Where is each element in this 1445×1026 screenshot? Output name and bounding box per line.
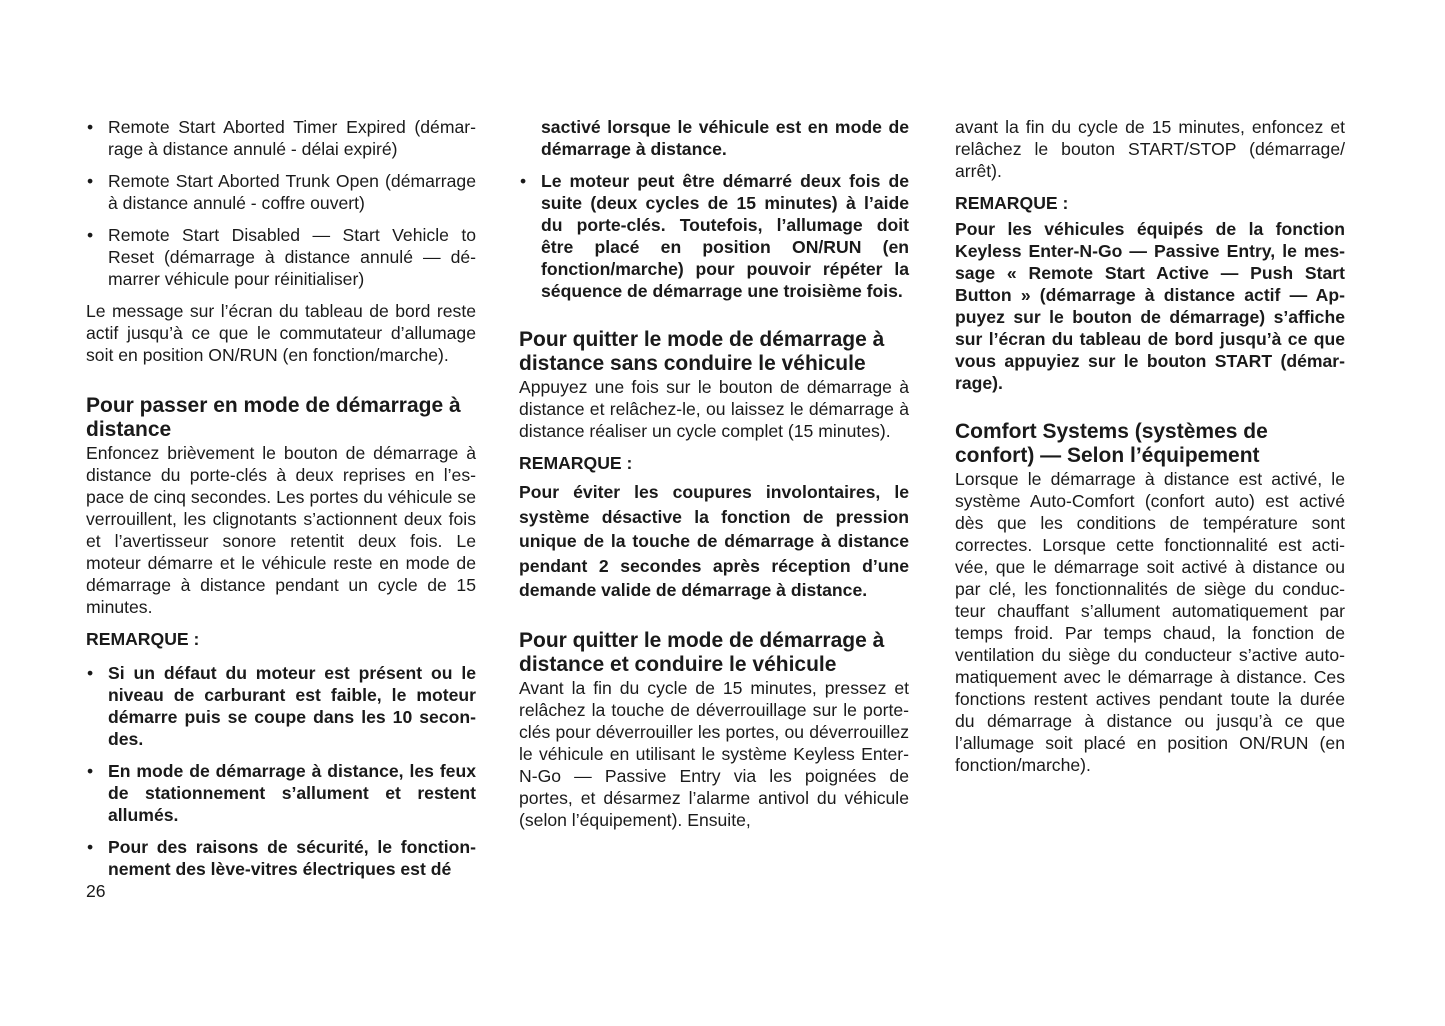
list-item: • En mode de démarrage à distance, les feux de stationnement s’allument et restent allumés. [86, 760, 476, 826]
list-item: • Remote Start Disabled — Start Vehicle to Reset (démarrage à distance annulé — démarrer véhicule pour réinitialiser) [86, 224, 476, 290]
list-item: • Si un défaut du moteur est présent ou le niveau de carburant est faible, le moteur démarre puis se coupe dans les 10 secondes. [86, 662, 476, 750]
note-label: REMARQUE : [86, 629, 200, 649]
list-item: • Le moteur peut être démarré deux fois de suite (deux cycles de 15 minutes) à l’aide du porte-clés. Toutefois, l’allumage doit être placé en position ON/RUN (en fonction/marche) pour pouvoir répéter la séquence de démarrage une troisième fois. [519, 170, 909, 302]
section-heading: Pour quitter le mode de démarrage à distance et conduire le véhicule [519, 628, 885, 676]
page-number: 26 [86, 881, 106, 901]
note-label: REMARQUE : [955, 193, 1069, 213]
section-heading: Comfort Systems (systèmes de confort) — Selon l’équipement [955, 420, 1268, 467]
message-list [86, 116, 476, 290]
section-heading: Pour quitter le mode de démarrage à distance sans conduire le véhicule [519, 328, 885, 375]
note-continuation: sactivé lorsque le véhicule est en mode de démarrage à distance. [541, 117, 909, 159]
body-paragraph: Le message sur l’écran du tableau de bord reste actif jusqu’à ce que le commutateur d’allumage soit en position ON/RUN (en fonction/marche). [86, 301, 476, 365]
body-paragraph: avant la fin du cycle de 15 minutes, enfoncez et relâchez le bouton START/STOP (démarrage/ arrêt). [955, 117, 1345, 181]
body-paragraph: Avant la fin du cycle de 15 minutes, pressez et relâchez la touche de déverrouillage sur le porte-clés pour déverrouiller les portes, ou déverrouillez le véhicule en utilisant le système Keyless Enter-N-Go — Passive Entry via les poignées de portes, et désarmez l’alarme antivol du véhicule (selon l’équipement). Ensuite, [519, 677, 909, 830]
column-1 [86, 116, 476, 880]
note-list [86, 662, 476, 880]
list-item: • Remote Start Aborted Timer Expired (démarrage à distance annulé - délai expiré) [86, 116, 476, 160]
list-item: • Remote Start Aborted Trunk Open (démarrage à distance annulé - coffre ouvert) [86, 170, 476, 214]
note-list [519, 170, 909, 302]
body-paragraph: Enfoncez brièvement le bouton de démarrage à distance du porte-clés à deux reprises en l’espace de cinq secondes. Les portes du véhicule se verrouillent, les clignotants s’actionnent deux fois et l’avertisseur sonore retentit deux fois. Le moteur démarre et le véhicule reste en mode de démarrage à distance pendant un cycle de 15 minutes. [86, 443, 476, 617]
note-label: REMARQUE : [519, 453, 633, 473]
column-2 [519, 116, 909, 831]
body-paragraph: Appuyez une fois sur le bouton de démarrage à distance et relâchez-le, ou laissez le démarrage à distance réaliser un cycle complet (15 minutes). [519, 377, 909, 441]
note-text: Pour les véhicules équipés de la fonction Keyless Enter-N-Go — Passive Entry, le message « Remote Start Active — Push Start Button » (démarrage à distance actif — Appuyez sur le bouton de démarrage) s’affiche sur l’écran du tableau de bord jusqu’à ce que vous appuyiez sur le bouton START (démarrage). [955, 219, 1345, 393]
note-text: Pour éviter les coupures involontaires, le système désactive la fonction de pression unique de la touche de démarrage à distance pendant 2 secondes après réception d’une demande valide de démarrage à distance. [519, 482, 909, 600]
section-heading: Pour passer en mode de démarrage à distance [86, 394, 461, 441]
body-paragraph: Lorsque le démarrage à distance est activé, le système Auto-Comfort (confort auto) est activé dès que les conditions de température sont correctes. Lorsque cette fonctionnalité est activée, que le démarrage soit activé à distance ou par clé, les fonctionnalités de siège du conducteur chauffant s’allument automatiquement par temps froid. Par temps chaud, la fonction de ventilation du siège du conducteur s’active automatiquement avec le démarrage à distance. Ces fonctions restent actives pendant toute la durée du démarrage à distance ou jusqu’à ce que l’allumage soit placé en position ON/RUN (en fonction/marche). [955, 469, 1345, 775]
list-item: • Pour des raisons de sécurité, le fonctionnement des lève-vitres électriques est dé [86, 836, 476, 880]
column-3 [955, 116, 1345, 776]
